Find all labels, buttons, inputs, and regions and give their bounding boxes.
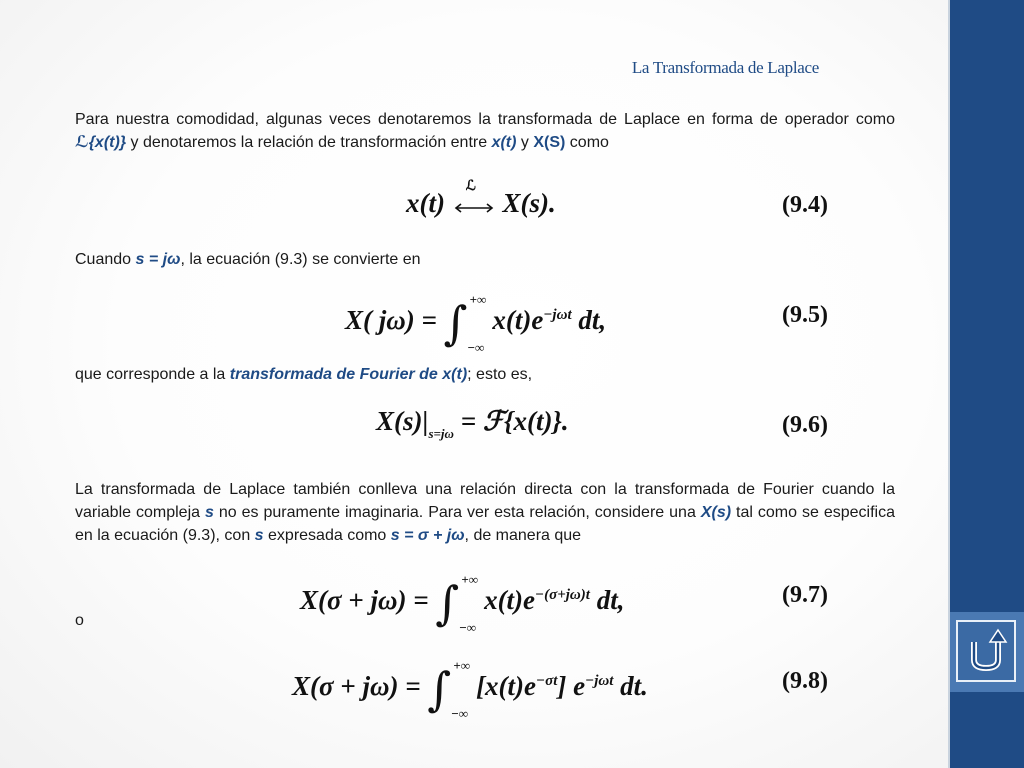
upper-limit: +∞ [469, 291, 487, 307]
xs-text: X(s) [700, 504, 732, 521]
s-text: s [205, 504, 214, 521]
lower-limit: −∞ [459, 619, 476, 635]
eq-lhs: X(σ + jω) = [292, 671, 421, 701]
eq-rhs: = ℱ{x(t)}. [453, 406, 569, 436]
integral-sign-icon: ∫ [427, 662, 452, 716]
text-run: que corresponde a la [75, 366, 230, 383]
text-run: como [565, 134, 609, 151]
integral-sign-icon: ∫ [435, 576, 460, 630]
equation-9-8 [292, 657, 648, 721]
text-run: expresada como [263, 527, 391, 544]
equation-number-9-5: (9.5) [782, 302, 828, 328]
eq-tail: dt, [571, 305, 607, 335]
s-expression-text: s = σ + jω [390, 527, 465, 544]
laplace-operator-text: ℒ{x(t)} [75, 134, 127, 151]
xt-text: x(t) [491, 134, 517, 151]
equation-number-9-4: (9.4) [782, 192, 828, 218]
eq-integrand: x(t)e [492, 305, 544, 335]
s-equals-jw-text: s = jω [135, 251, 181, 268]
equation-9-7 [300, 571, 625, 635]
eq-exponent: −jωt [543, 307, 572, 323]
arrow-label: ℒ [465, 178, 476, 194]
integral-limits [459, 571, 478, 635]
eq-lhs: X(σ + jω) = [300, 585, 429, 615]
fourier-transform-text: transformada de Fourier de x(t) [229, 366, 468, 383]
eq-integrand: x(t)e [484, 585, 536, 615]
eq-mid: ] e [557, 671, 586, 701]
s-text: s [254, 527, 264, 544]
slide-title: La Transformada de Laplace [631, 58, 819, 77]
equation-number-9-7: (9.7) [782, 582, 828, 608]
eq-subscript: s=jω [428, 426, 454, 441]
text-run: y [516, 134, 534, 151]
eq-rhs: X(s). [502, 188, 556, 218]
connector-text-o: o [75, 612, 84, 629]
paragraph-operator-notation [75, 108, 895, 154]
upper-limit: +∞ [461, 571, 478, 587]
text-run: y denotaremos la relación de transformación entre [126, 134, 492, 151]
integral-sign-icon: ∫ [443, 296, 468, 350]
eq-exponent: −σt [536, 673, 558, 689]
equation-9-6 [376, 406, 569, 442]
text-run: , la ecuación (9.3) se convierte en [180, 251, 421, 268]
upper-limit: +∞ [453, 657, 470, 673]
integral-limits [467, 291, 487, 355]
text-run: tal como se especifica en la ecuación (9.3), con [75, 504, 896, 544]
text-run: Cuando [75, 251, 136, 268]
text-run: , de manera que [464, 527, 582, 544]
eq-exponent: −(σ+jω)t [535, 587, 590, 603]
eq-tail: dt, [589, 585, 625, 615]
eq-tail: dt. [613, 671, 648, 701]
xs-text: X(S) [533, 134, 566, 151]
equation-9-5 [345, 291, 607, 355]
return-button[interactable] [956, 620, 1016, 682]
equation-9-4 [406, 178, 556, 219]
text-run: La transformada de Laplace también conlleva una relación directa con la transformada de Fourier cuando la variable compleja [75, 481, 895, 521]
lower-limit: −∞ [467, 339, 485, 355]
integral-limits [451, 657, 470, 721]
equation-number-9-8: (9.8) [782, 668, 828, 694]
eq-lhs: x(t) [406, 188, 445, 218]
eq-integrand: [x(t)e [476, 671, 537, 701]
transform-pair-arrow-icon [452, 178, 496, 216]
eq-lhs: X(s)| [376, 406, 429, 436]
return-arrow-icon [964, 628, 1008, 674]
eq-exponent: −jωt [585, 673, 614, 689]
paragraph-complex-variable [75, 478, 895, 547]
equation-number-9-6: (9.6) [782, 412, 828, 438]
paragraph-fourier-correspondence [75, 363, 895, 386]
eq-lhs: X( jω) = [345, 305, 437, 335]
paragraph-jw-substitution [75, 248, 895, 271]
lower-limit: −∞ [451, 705, 468, 721]
text-run: no es puramente imaginaria. Para ver esta relación, considere una [213, 504, 701, 521]
text-run: Para nuestra comodidad, algunas veces denotaremos la transformada de Laplace en forma de operador como [75, 111, 895, 128]
text-run: ; esto es, [467, 366, 533, 383]
